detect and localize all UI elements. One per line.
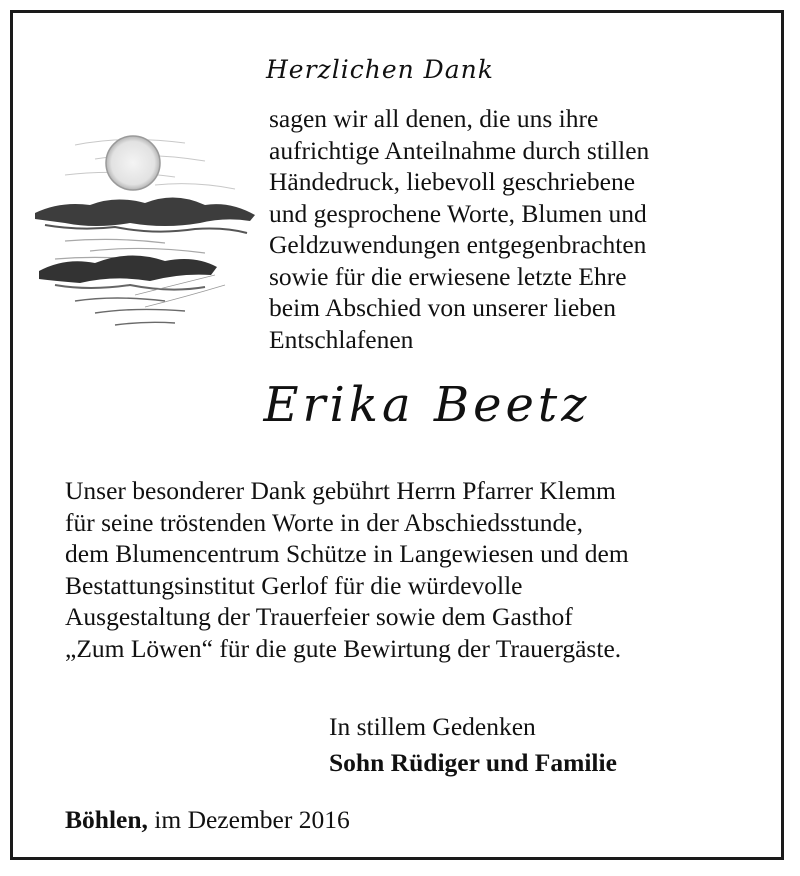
body-line: für seine tröstenden Worte in der Abschiedsstunde, <box>65 507 583 537</box>
signature: Sohn Rüdiger und Familie <box>329 748 617 777</box>
sunset-landscape-sketch-icon <box>35 125 261 333</box>
thanks-line: sagen wir all denen, die uns ihre <box>269 104 599 133</box>
thanks-line: Händedruck, liebevoll geschriebene <box>269 167 636 196</box>
heading-herzlichen-dank: Herzlichen Dank <box>266 55 494 84</box>
notice-frame <box>10 10 784 860</box>
thanks-line: Entschlafenen <box>269 324 414 354</box>
body-line: Bestattungsinstitut Gerlof für die würdevolle <box>65 570 523 600</box>
thanks-line: beim Abschied von unserer lieben <box>269 293 616 322</box>
closing-block <box>329 709 617 781</box>
thanks-line: sowie für die erwiesene letzte Ehre <box>269 261 627 291</box>
body-line: „Zum Löwen“ für die gute Bewirtung der Trauergäste. <box>65 633 622 663</box>
closing-phrase: In stillem Gedenken <box>329 712 536 741</box>
thanks-line: Geldzuwendungen entgegenbrachten <box>269 230 647 259</box>
place-date: im Dezember 2016 <box>147 805 350 834</box>
deceased-name: Erika Beetz <box>263 377 591 433</box>
body-line: Ausgestaltung der Trauerfeier sowie dem Gasthof <box>65 602 573 631</box>
thanks-paragraph <box>269 103 769 355</box>
body-line: dem Blumencentrum Schütze in Langewiesen und dem <box>65 539 629 568</box>
place-date-line <box>65 805 350 835</box>
thanks-line: und gesprochene Worte, Blumen und <box>269 198 647 228</box>
body-line: Unser besonderer Dank gebührt Herrn Pfarrer Klemm <box>65 476 616 505</box>
thanks-line: aufrichtige Anteilnahme durch stillen <box>269 135 650 165</box>
acknowledgement-paragraph <box>65 475 785 664</box>
place-city: Böhlen, <box>65 805 148 834</box>
